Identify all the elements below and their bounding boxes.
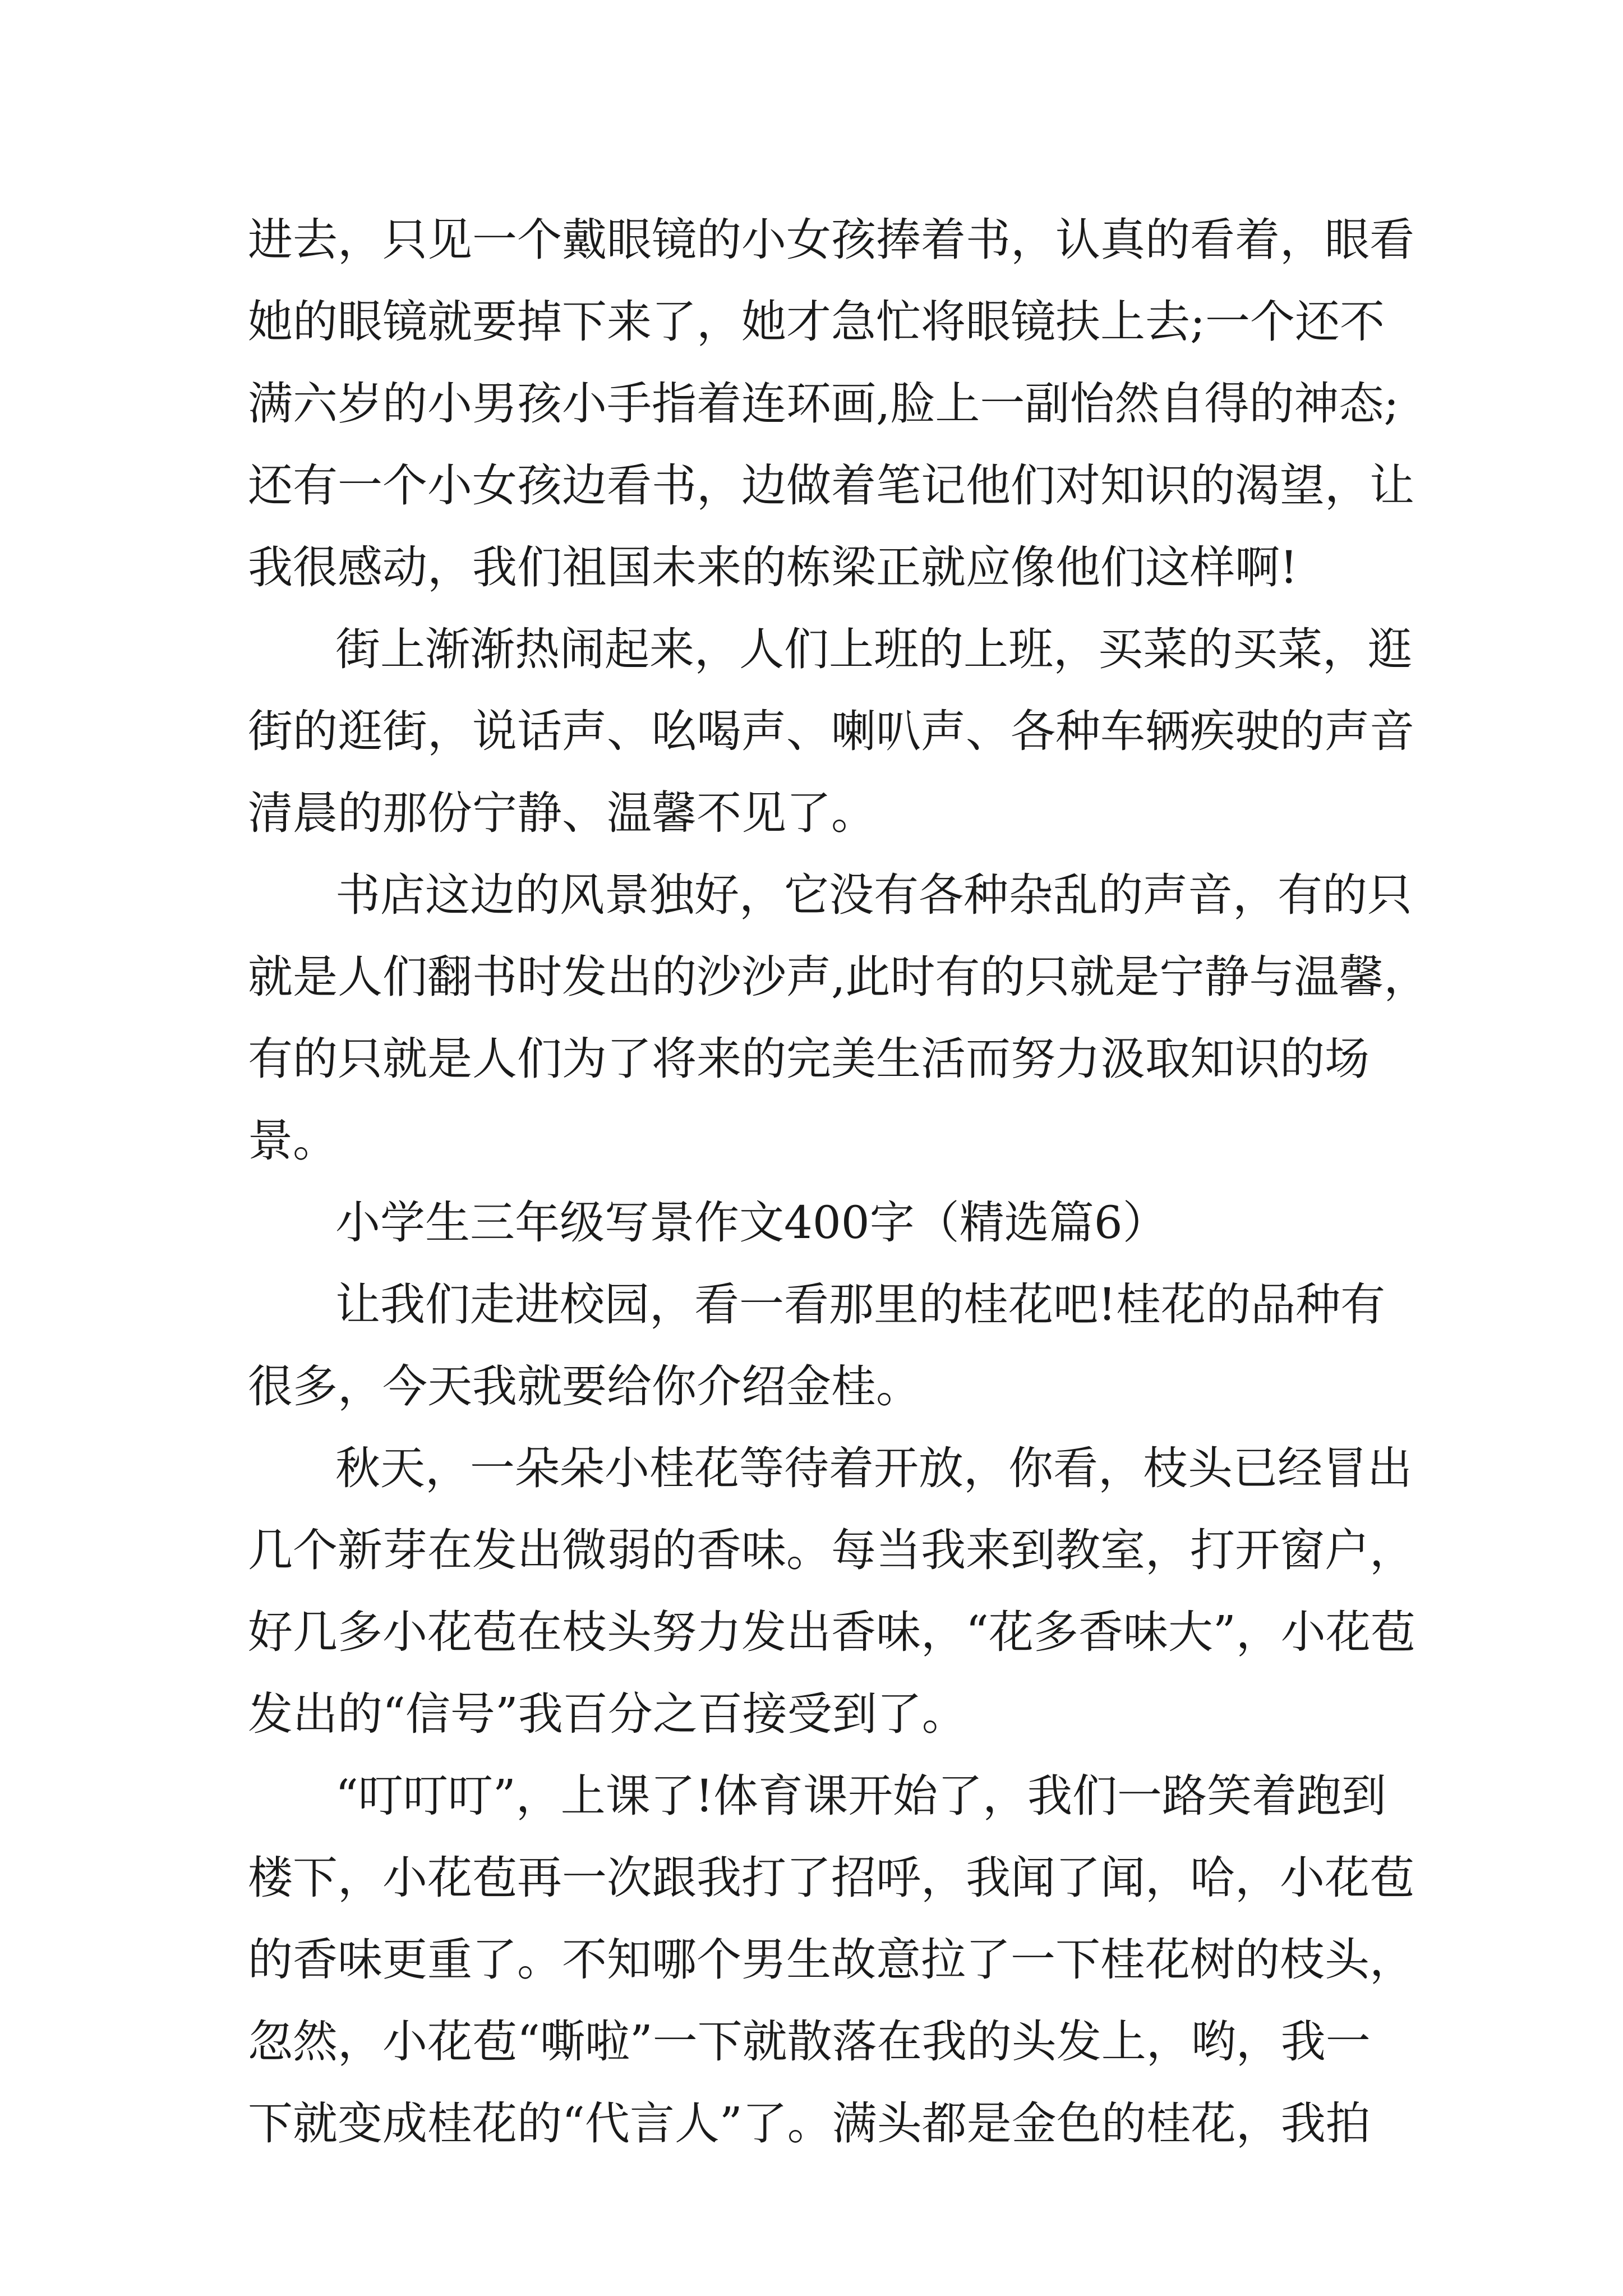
text-line: 下就变成桂花的“代言人”了。满头都是金色的桂花，我拍 [248, 2097, 1371, 2150]
text-line: 进去，只见一个戴眼镜的小女孩捧着书，认真的看着，眼看 [248, 214, 1414, 266]
text-line: 书店这边的风景独好，它没有各种杂乱的声音，有的只 [335, 869, 1412, 921]
text-line: 街上渐渐热闹起来，人们上班的上班，买菜的买菜，逛 [335, 623, 1412, 675]
text-line: 就是人们翻书时发出的沙沙声,此时有的只就是宁静与温馨， [248, 951, 1429, 1003]
text-line: 满六岁的小男孩小手指着连环画,脸上一副怡然自得的神态; [248, 378, 1399, 430]
text-line: 忽然，小花苞“嘶啦”一下就散落在我的头发上，哟，我一 [248, 2016, 1371, 2068]
text-line: 清晨的那份宁静、温馨不见了。 [248, 787, 876, 839]
document-body [248, 199, 1429, 2165]
text-line: 的香味更重了。不知哪个男生故意拉了一下桂花树的枝头， [248, 1934, 1414, 1986]
text-line: 我很感动，我们祖国未来的栋梁正就应像他们这样啊! [248, 541, 1298, 593]
text-line: 楼下，小花苞再一次跟我打了招呼，我闻了闻，哈，小花苞 [248, 1852, 1414, 1904]
text-line: 发出的“信号”我百分之百接受到了。 [248, 1688, 967, 1740]
text-line: 景。 [248, 1115, 338, 1167]
text-line: 让我们走进校园，看一看那里的桂花吧!桂花的品种有 [335, 1278, 1386, 1331]
text-line: 有的只就是人们为了将来的完美生活而努力汲取知识的场 [248, 1033, 1370, 1085]
text-line: 街的逛街，说话声、吆喝声、喇叭声、各种车辆疾驶的声音 [248, 705, 1414, 757]
text-line: “叮叮叮”，上课了!体育课开始了，我们一路笑着跑到 [335, 1770, 1386, 1822]
text-line: 还有一个小女孩边看书，边做着笔记他们对知识的渴望，让 [248, 459, 1414, 512]
text-line: 几个新芽在发出微弱的香味。每当我来到教室，打开窗户， [248, 1524, 1414, 1576]
text-line: 好几多小花苞在枝头努力发出香味，“花多香味大”，小花苞 [248, 1606, 1415, 1658]
text-line: 小学生三年级写景作文400字（精选篇6） [335, 1197, 1168, 1249]
text-line: 很多，今天我就要给你介绍金桂。 [248, 1360, 921, 1412]
text-line: 她的眼镜就要掉下来了，她才急忙将眼镜扶上去;一个还不 [248, 296, 1385, 348]
text-line: 秋天，一朵朵小桂花等待着开放，你看，枝头已经冒出 [335, 1442, 1412, 1494]
